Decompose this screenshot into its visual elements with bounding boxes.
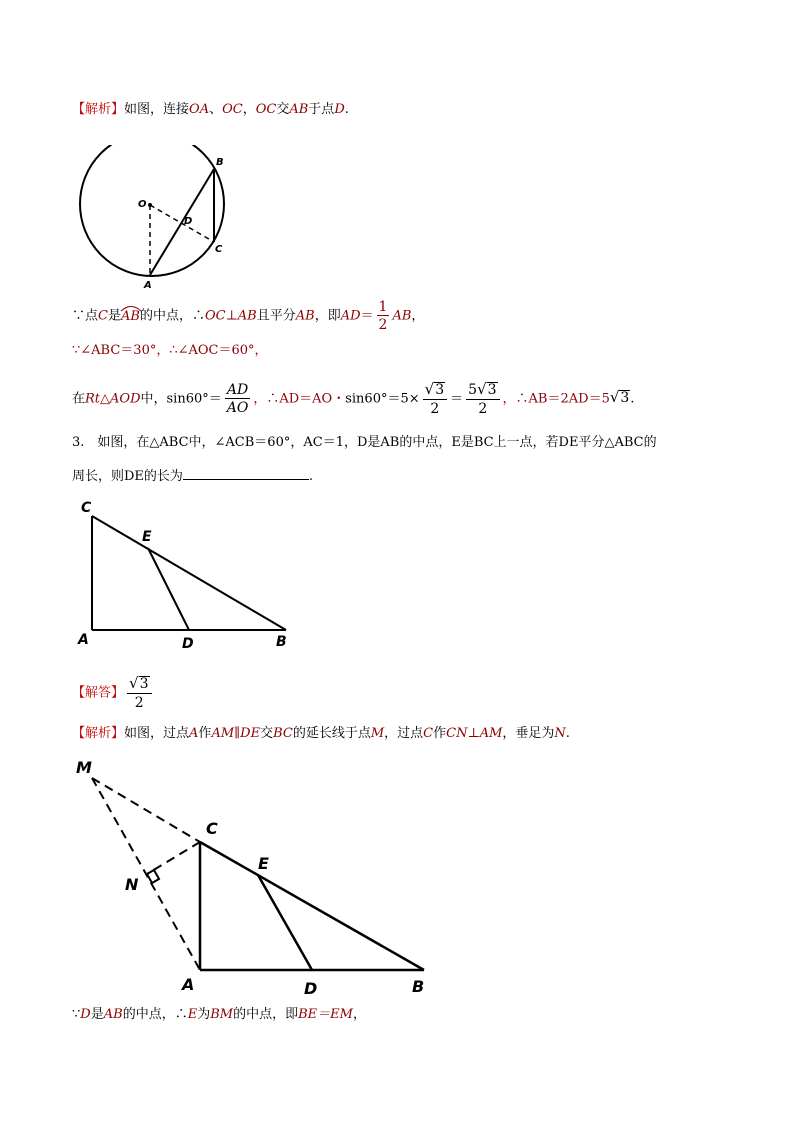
- question-3-line-1: 3. 如图，在△ABC中，∠ACB＝60°，AC＝1，D是AB的中点，E是BC上一点，若DE平分△ABC的: [72, 435, 657, 450]
- answer-value: √ 3 2: [127, 676, 151, 710]
- answer-blank: [183, 465, 309, 480]
- label-b: B: [216, 157, 224, 168]
- label-c: C: [215, 244, 223, 255]
- step-2-line: ∵∠ABC＝30°，∴∠AOC＝60°，: [72, 343, 268, 358]
- label-a: A: [144, 280, 152, 291]
- figure-circle-diagram: [72, 145, 242, 295]
- label-a: A: [182, 975, 195, 994]
- label-e: E: [258, 854, 269, 873]
- label-d: D: [304, 979, 318, 998]
- side-bc: [200, 842, 424, 970]
- arc-ab: AB: [121, 309, 140, 324]
- figure-triangle-abc: [72, 496, 302, 656]
- circle-o: [80, 145, 224, 276]
- last-line: ∵D是AB的中点，∴E为BM的中点，即BE＝EM，: [72, 1007, 366, 1022]
- fraction-5root3-over-2: 5 √ 3 2: [466, 382, 499, 416]
- side-bc: [92, 516, 286, 630]
- label-n: N: [125, 875, 139, 894]
- chord-ab: [150, 169, 214, 275]
- label-b: B: [412, 977, 425, 996]
- label-m: M: [76, 758, 92, 777]
- answer-tag: 【解答】: [72, 685, 125, 701]
- label-c: C: [206, 819, 218, 838]
- right-angle-mark: [147, 870, 159, 883]
- answer-line: [72, 676, 155, 710]
- fraction-root3-over-2: √ 3 2: [423, 382, 447, 416]
- segment-mc: [92, 778, 200, 842]
- label-e: E: [142, 529, 152, 545]
- analysis-2-line: 【解析】如图，过点A作AM∥DE交BC的延长线于点M，过点C作CN⊥AM，垂足为N.: [72, 726, 570, 741]
- step-1-line: ∵点C是 AB的中点，∴OC⊥AB且平分AB，即AD＝ $\frac{1}{2}$ AB，: [72, 299, 425, 333]
- fraction-ad-ao: $\frac{AD}{AO}$: [226, 381, 249, 416]
- label-b: B: [276, 634, 287, 650]
- label-c: C: [81, 500, 92, 516]
- segment-oc: [150, 205, 214, 242]
- figure-triangle-construction: [72, 756, 442, 1001]
- label-a: A: [78, 632, 89, 648]
- question-3-line-2: 周长，则DE的长为 .: [72, 465, 313, 488]
- step-3-line: 在Rt△AOD中，sin60°＝ $\frac{AD}{AO}$ ，∴AD＝AO・sin60°＝5× √ 3 2 ＝ 5 √ 3 2 ，∴AB＝2AD＝5 √ 3 .: [72, 380, 635, 417]
- label-d: D: [184, 216, 193, 227]
- label-o: O: [138, 199, 147, 210]
- analysis-1-line: 【解析】如图，连接OA、OC，OC交AB于点D.: [72, 102, 349, 117]
- segment-cn: [147, 842, 200, 874]
- fraction-half: $\frac{1}{2}$: [378, 299, 388, 333]
- sqrt-3: √ 3: [609, 388, 630, 407]
- point-o: [148, 203, 152, 207]
- label-d: D: [182, 636, 194, 652]
- analysis-tag: 【解析】: [72, 102, 125, 117]
